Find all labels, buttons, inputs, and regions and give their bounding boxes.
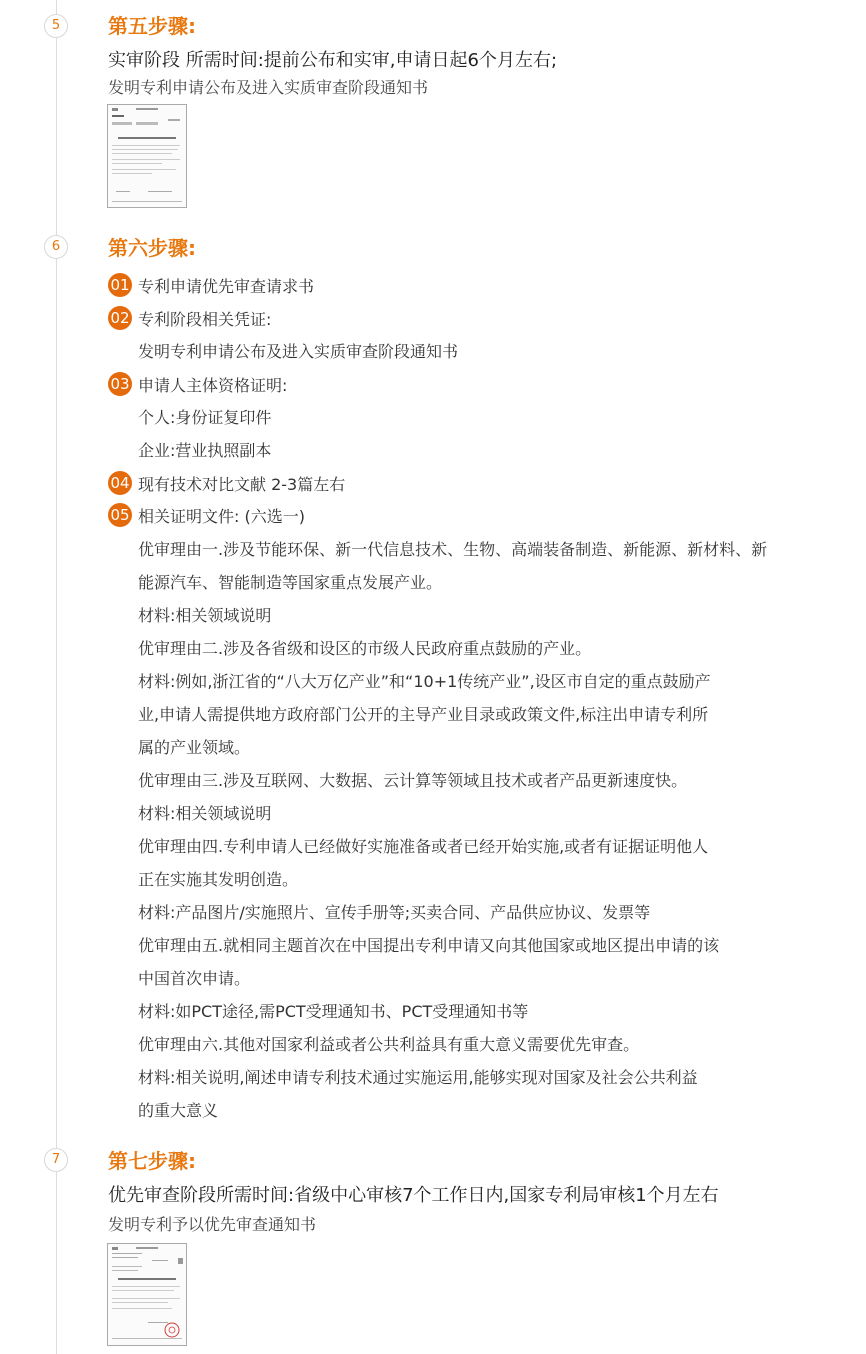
number-badge: 04 xyxy=(108,471,132,495)
detail-line: 优审理由五.就相同主题首次在中国提出专利申请又向其他国家或地区提出申请的该 xyxy=(138,936,720,955)
detail-line: 能源汽车、智能制造等国家重点发展产业。 xyxy=(138,573,443,592)
list-item-label: 专利阶段相关凭证: xyxy=(138,309,272,329)
list-item-04 xyxy=(108,471,345,495)
step-6-marker: 6 xyxy=(44,235,68,259)
detail-line: 中国首次申请。 xyxy=(138,969,251,988)
step-5-doc-title: 发明专利申请公布及进入实质审查阶段通知书 xyxy=(108,78,429,97)
list-item-01 xyxy=(108,273,314,297)
step-7-subtitle: 优先审查阶段所需时间:省级中心审核7个工作日内,国家专利局审核1个月左右 xyxy=(108,1185,719,1206)
detail-line: 优审理由二.涉及各省级和设区的市级人民政府重点鼓励的产业。 xyxy=(138,639,592,658)
list-item-label: 相关证明文件: (六选一) xyxy=(138,506,305,526)
detail-line: 材料:如PCT途径,需PCT受理通知书、PCT受理通知书等 xyxy=(138,1002,529,1021)
list-item-label: 现有技术对比文献 2-3篇左右 xyxy=(138,474,346,494)
detail-line: 业,申请人需提供地方政府部门公开的主导产业目录或政策文件,标注出申请专利所 xyxy=(138,705,709,724)
step-5-marker: 5 xyxy=(44,14,68,38)
list-item-02 xyxy=(108,306,271,330)
detail-line: 材料:产品图片/实施照片、宣传手册等;买卖合同、产品供应协议、发票等 xyxy=(138,903,651,922)
document-preview-image xyxy=(108,105,186,207)
detail-line: 材料:相关领域说明 xyxy=(138,804,272,823)
detail-line: 材料:相关领域说明 xyxy=(138,606,272,625)
list-item-05 xyxy=(108,503,305,527)
detail-line: 企业:营业执照副本 xyxy=(138,441,272,460)
document-preview-image xyxy=(108,1244,186,1345)
detail-line: 发明专利申请公布及进入实质审查阶段通知书 xyxy=(138,342,459,361)
detail-line: 属的产业领域。 xyxy=(138,738,251,757)
document-thumbnail-step-5[interactable] xyxy=(107,104,187,208)
detail-line: 个人:身份证复印件 xyxy=(138,408,272,427)
step-7-doc-title: 发明专利予以优先审查通知书 xyxy=(108,1215,317,1234)
detail-line: 优审理由三.涉及互联网、大数据、云计算等领域且技术或者产品更新速度快。 xyxy=(138,771,688,790)
detail-line: 优审理由六.其他对国家利益或者公共利益具有重大意义需要优先审查。 xyxy=(138,1035,640,1054)
detail-line: 优审理由一.涉及节能环保、新一代信息技术、生物、高端装备制造、新能源、新材料、新 xyxy=(138,540,768,559)
detail-line: 材料:相关说明,阐述申请专利技术通过实施运用,能够实现对国家及社会公共利益 xyxy=(138,1068,698,1087)
detail-line: 正在实施其发明创造。 xyxy=(138,870,299,889)
list-item-label: 申请人主体资格证明: xyxy=(138,375,288,395)
detail-line: 的重大意义 xyxy=(138,1101,219,1120)
number-badge: 03 xyxy=(108,372,132,396)
number-badge: 02 xyxy=(108,306,132,330)
step-7-marker: 7 xyxy=(44,1148,68,1172)
detail-line: 优审理由四.专利申请人已经做好实施准备或者已经开始实施,或者有证据证明他人 xyxy=(138,837,709,856)
number-badge: 01 xyxy=(108,273,132,297)
document-thumbnail-step-7[interactable] xyxy=(107,1243,187,1346)
step-6-title: 第六步骤: xyxy=(108,236,196,260)
step-5-title: 第五步骤: xyxy=(108,14,196,38)
detail-line: 材料:例如,浙江省的“八大万亿产业”和“10+1传统产业”,设区市自定的重点鼓励产 xyxy=(138,672,711,691)
step-7-title: 第七步骤: xyxy=(108,1149,196,1173)
step-5-subtitle: 实审阶段 所需时间:提前公布和实审,申请日起6个月左右; xyxy=(108,50,558,71)
list-item-03 xyxy=(108,372,287,396)
list-item-label: 专利申请优先审查请求书 xyxy=(138,276,315,296)
number-badge: 05 xyxy=(108,503,132,527)
